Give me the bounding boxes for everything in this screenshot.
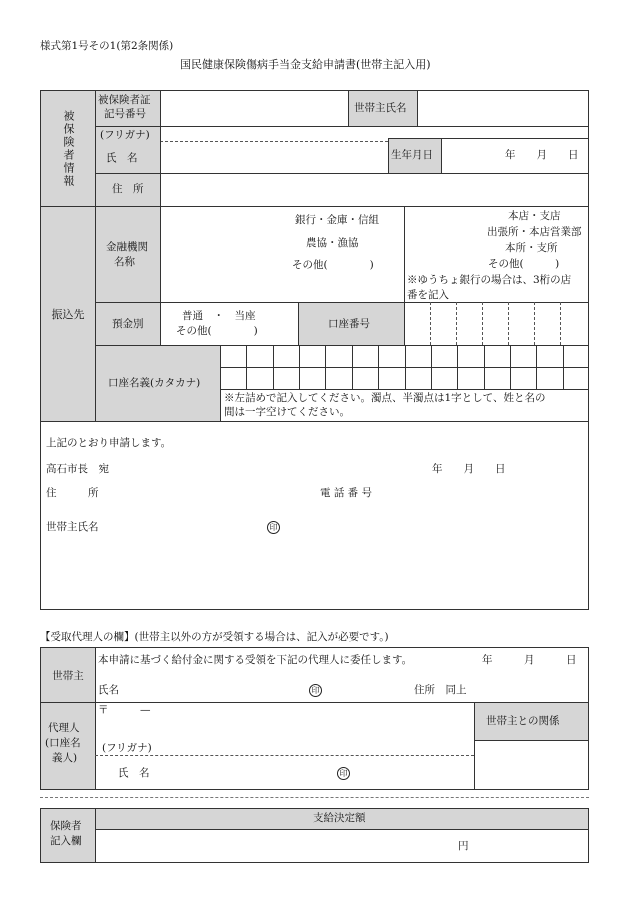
holder-grid-divider: [299, 345, 300, 389]
delegation-text: 本申請に基づく給付金に関する受領を下記の代理人に委任します。: [98, 654, 413, 666]
inst-label-1: 金融機関: [106, 241, 148, 253]
amount-label: 支給決定額: [313, 812, 366, 824]
yucho-note-2: 番を記入: [407, 289, 449, 301]
seal-icon: 印: [309, 684, 322, 697]
insured-section-label: 被保険者情報: [62, 109, 75, 188]
apply-addressee: 高石市長 宛: [46, 463, 109, 475]
acct-type-other[interactable]: その他( ): [176, 325, 258, 337]
holder-grid-divider: [563, 345, 564, 389]
holder-grid-divider: [246, 345, 247, 389]
bank-section-label: 振込先: [51, 307, 85, 321]
head-name-label: 世帯主氏名: [354, 102, 407, 114]
address-same: 住所 同上: [414, 684, 467, 696]
inst-type-agri[interactable]: 農協・漁協: [306, 237, 359, 249]
agent-head-label: 世帯主: [52, 669, 84, 682]
apply-phone-label: 電 話 番 号: [320, 487, 373, 499]
agent-label-1: 代理人: [48, 722, 80, 734]
acct-type-options[interactable]: 普通 ・ 当座: [182, 310, 256, 322]
birth-label: 生年月日: [391, 149, 433, 161]
furigana-label: (フリガナ): [100, 129, 150, 141]
form-title: 国民健康保険傷病手当金支給申請書(世帯主記入用): [180, 58, 431, 71]
furigana-field[interactable]: [162, 128, 386, 140]
address-label: 住 所: [112, 183, 144, 195]
agent-label-3: 義人): [52, 752, 78, 764]
amount-yen: 円: [458, 840, 469, 852]
inst-label-2: 名称: [114, 256, 135, 268]
branch-type-3[interactable]: 本所・支所: [505, 242, 558, 254]
holder-grid-divider: [457, 345, 458, 389]
seal-icon: 印: [267, 521, 280, 534]
relation-label: 世帯主との関係: [486, 715, 560, 727]
agent-label-2: (口座名: [45, 737, 81, 749]
agent-head-name-label: 氏名: [98, 684, 119, 696]
address-field[interactable]: [162, 176, 587, 204]
acct-no-label: 口座番号: [328, 318, 370, 330]
apply-head-name-label: 世帯主氏名: [46, 521, 99, 533]
apply-address-label: 住 所: [46, 487, 99, 499]
apply-statement: 上記のとおり申請します。: [46, 437, 172, 449]
insurer-label-2: 記入欄: [50, 835, 82, 847]
holder-grid-divider: [431, 345, 432, 389]
delegation-date[interactable]: 年 月 日: [482, 654, 577, 666]
branch-type-other[interactable]: その他( ): [488, 258, 560, 270]
inst-label-shade: [95, 206, 160, 302]
head-name-field[interactable]: [419, 94, 587, 124]
inst-type-other[interactable]: その他( ): [292, 259, 374, 271]
holder-grid-divider: [273, 345, 274, 389]
holder-grid-divider: [405, 345, 406, 389]
holder-label: 口座名義(カタカナ): [108, 377, 201, 389]
card-no-field[interactable]: [162, 94, 346, 124]
agent-name-label: 氏 名: [118, 767, 150, 779]
branch-type-2[interactable]: 出張所・本店営業部: [487, 226, 582, 238]
name-field[interactable]: [162, 143, 386, 171]
form-number: 様式第1号その1(第2条関係): [40, 40, 174, 52]
agent-furigana-label: (フリガナ): [102, 742, 152, 754]
holder-grid-divider: [352, 345, 353, 389]
card-no-label-2: 記号番号: [104, 108, 146, 120]
postal-code-field[interactable]: 〒 —: [98, 704, 151, 716]
seal-icon: 印: [337, 767, 350, 780]
holder-grid-divider: [484, 345, 485, 389]
apply-date[interactable]: 年 月 日: [432, 463, 506, 475]
inst-type-bank[interactable]: 銀行・金庫・信組: [295, 214, 379, 226]
branch-type-1[interactable]: 本店・支店: [508, 210, 561, 222]
holder-grid-divider: [325, 345, 326, 389]
holder-grid-divider: [378, 345, 379, 389]
agent-section-title: 【受取代理人の欄】(世帯主以外の方が受領する場合は、記入が必要です。): [40, 631, 389, 643]
cut-line: [40, 797, 589, 798]
birth-date-field[interactable]: 年 月 日: [505, 149, 579, 161]
name-label: 氏 名: [106, 152, 138, 164]
holder-note-2: 間は一字空けてください。: [224, 406, 350, 418]
holder-grid-divider: [510, 345, 511, 389]
yucho-note-1: ※ゆうちょ銀行の場合は、3桁の店: [407, 274, 572, 286]
insurer-label-1: 保険者: [50, 820, 82, 832]
acct-type-label: 預金別: [112, 318, 144, 330]
holder-grid-divider: [536, 345, 537, 389]
holder-note-1: ※左詰めで記入してください。濁点、半濁点は1字として、姓と名の: [224, 392, 546, 404]
card-no-label-1: 被保険者証: [98, 94, 151, 106]
